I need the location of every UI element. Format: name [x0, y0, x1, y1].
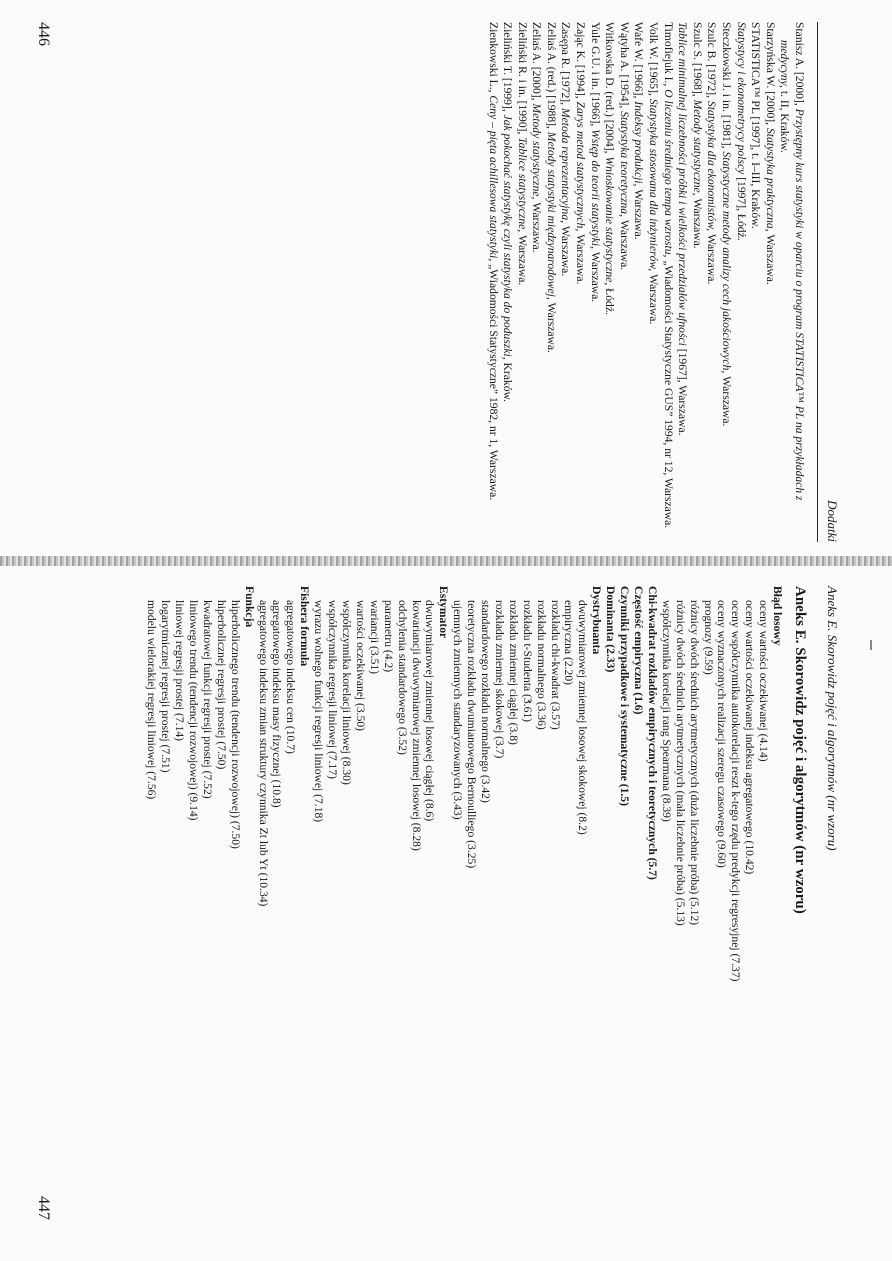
index-subterm: rozkładu zmiennej skokowej (3.7) — [492, 600, 506, 759]
reference-title: Metoda reprezentacyjna, — [559, 107, 573, 226]
book-gutter — [0, 556, 892, 566]
index-subterm: współczynnika korelacji liniowej (8.30) — [340, 600, 353, 785]
index-subterm: dwuwymiarowej zmiennej losowej skokowej (8.2) — [576, 600, 590, 835]
reference-title: Wnioskowanie statystyczne, — [603, 156, 617, 289]
index-term: Estymator — [437, 586, 451, 639]
bibliography — [485, 22, 806, 542]
reference-author: STATISTICA™ PL — [749, 22, 763, 117]
index-subterm: standardowego rozkładu normalnego (3.42) — [479, 600, 493, 803]
index-subterm: kwadratowej funkcji regresji prostej (7.52) — [200, 600, 214, 799]
reference-author: Szulc B. [1972], — [705, 22, 719, 101]
index-term: Fishera formuła — [298, 586, 312, 667]
reference-title: Tablice statystyczne, — [515, 137, 529, 236]
reference-rest: Warszawa. — [588, 251, 602, 303]
reference-title: Ceny – pięta achillesowa statystyki, — [486, 95, 500, 265]
reference-rest: Warszawa. — [530, 202, 544, 253]
index-subterm: agregatowego indeksu zmian struktury czynnika Zt lub Yt (10.34) — [256, 600, 270, 907]
reference-rest: Warszawa. — [690, 198, 704, 249]
reference-author: Stanisz A. [2000], — [793, 22, 806, 109]
reference-rest: „Wiadomości Statystyczne” 1982, nr 1, Warszawa. — [486, 264, 500, 501]
index-heading: Aneks E. Skorowidz pojęć i algorytmów (nr wzoru) — [792, 586, 808, 914]
reference-entry — [514, 22, 529, 542]
reference-rest: Warszawa. — [720, 376, 734, 427]
reference-title: Tablice minimalnej liczebności próbki i wielkości przedziałów ufności — [676, 22, 690, 349]
reference-rest: Warszawa. — [574, 234, 588, 285]
reference-entry — [718, 22, 733, 542]
reference-entry — [529, 22, 544, 542]
reference-rest: Warszawa. — [515, 235, 529, 286]
index-subterm: agregatowego indeksu cen (10.7) — [284, 600, 298, 754]
running-header — [818, 586, 842, 1246]
reference-rest: [1997], Łódź. — [734, 177, 748, 241]
reference-entry — [748, 22, 763, 542]
reference-title: Przystępny kurs statystyki w oparciu o program STATISTICA™ PL na przykładach z medycyny, — [778, 40, 806, 501]
header-rule — [817, 22, 818, 542]
index-subterm: liniowego trendu (tendencji rozwojowej) (9.14) — [187, 600, 201, 821]
index-subterm: hiperbolicznej regresji prostej (7.50) — [214, 600, 228, 770]
reference-entry — [777, 22, 806, 542]
reference-title: Statystyczne metody analizy cech jakościowych, — [720, 151, 734, 377]
reference-author: Wafe W. [1966], — [632, 22, 646, 102]
reference-author: Zasępa R. [1972], — [559, 22, 573, 108]
index-subterm: liniowej regresji prostej (7.14) — [173, 600, 187, 742]
reference-entry — [616, 22, 631, 542]
index-term: Czynniki przypadkowe i systematyczne (1.5) — [618, 586, 632, 806]
index-subterm: wariancji (3.51) — [367, 600, 381, 675]
index-subterm: wyrazu wolnego funkcji regresji liniowej (7.18) — [312, 600, 326, 823]
reference-author: Zeliaś A. (red.) [1988], — [544, 22, 558, 132]
reference-rest: Warszawa. — [763, 234, 777, 285]
index-subterm: teoretyczna rozkładu dwumianowego Bernoulliego (3.25) — [465, 600, 479, 869]
index-subterm: wartości oczekiwanej (3.50) — [353, 600, 367, 732]
reference-entry — [573, 22, 588, 542]
reference-author: Zieliński R. i in. [1990], — [515, 22, 529, 138]
running-title: Aneks E. Skorowidz pojęć i algorytmów (nr wzoru) — [825, 586, 840, 851]
index-subterm: hiperbolicznego trendu (tendencji rozwojowej) (7.50) — [228, 600, 242, 849]
index-subterm: rozkładu chi-kwadrat (3.57) — [548, 600, 562, 730]
reference-author: Yule G.U. i in. [1966], — [588, 22, 602, 130]
reference-rest: Warszawa. — [647, 274, 661, 325]
reference-rest: „Wiadomości Statystyczne GUS” 1994, nr 12, Warszawa. — [661, 260, 675, 529]
index-term: Chi-kwadrat rozkładów empirycznych i teoretycznych (5.7) — [645, 586, 659, 880]
reference-rest: t. II, Kraków. — [778, 90, 792, 153]
reference-author: Steczkowski J. i in. [1981], — [720, 22, 734, 152]
reference-entry — [660, 22, 675, 542]
reference-rest: Warszawa. — [544, 302, 558, 353]
index-subterm: logarytmicznej regresji prostej (7.51) — [159, 600, 173, 773]
reference-entry — [704, 22, 719, 542]
index-subterm: rozkładu normalnego (3.36) — [534, 600, 548, 730]
reference-rest: Warszawa. — [705, 234, 719, 285]
reference-author: Timofiejuk I., — [661, 22, 675, 90]
reference-author: Volk W. [1965], — [647, 22, 661, 99]
reference-entry — [689, 22, 704, 542]
reference-entry — [500, 22, 515, 542]
reference-title: Jak pokochać statystykę czyli statystyka do poduszki, — [501, 114, 515, 363]
index-subterm: oceny współczynnika autokorelacji reszt k-tego rzędu predykcji regresyjnej (7.37) — [729, 600, 743, 982]
reference-entry — [602, 22, 617, 542]
index-subterm: prognozy (9.59) — [701, 600, 715, 675]
running-title: Dodatki — [825, 500, 840, 542]
reference-rest: [1967], Warszawa. — [676, 348, 690, 436]
reference-title: Metody statystyczne, — [690, 99, 704, 199]
index-subterm: oceny wartości oczekiwanej (4.14) — [757, 600, 771, 762]
reference-entry — [733, 22, 748, 542]
index-subterm: różnicy dwóch średnich arytmetycznych (duża liczebnie próba) (5.12) — [687, 600, 701, 926]
reference-entry — [558, 22, 573, 542]
right-page — [22, 586, 842, 1246]
index-subterm: odchylenia standardowego (3.52) — [395, 600, 409, 755]
index-subterm: oceny wartości oczekiwanej indeksu agregatowego (10.42) — [743, 600, 757, 875]
reference-title: Statystyka dla ekonomistów, — [705, 100, 719, 234]
reference-entry — [587, 22, 602, 542]
index-subterm: różnicy dwóch średnich arytmetycznych (mała liczebnie próba) (5.13) — [673, 600, 687, 926]
reference-author: Wątyha A. [1954], — [617, 22, 631, 112]
index-term: Błąd losowy — [771, 586, 785, 646]
reference-author: Zieliński T. [1999], — [501, 22, 515, 115]
reference-title: Zarys metod statystycznych, — [574, 101, 588, 235]
reference-title: Metody statystyki międzynarodowej, — [544, 131, 558, 303]
reference-entry — [631, 22, 646, 542]
index-subterm: empiryczna (2.20) — [562, 600, 576, 685]
index-subterm: modelu wielorakiej regresji liniowej (7.56) — [145, 600, 159, 800]
reference-entry — [762, 22, 777, 542]
reference-title: Metody statystyczne, — [530, 103, 544, 203]
reference-author: Starzyńska W. [2000], — [763, 22, 777, 128]
reference-rest: Kraków. — [501, 362, 515, 403]
index-term: Funkcja — [242, 586, 256, 628]
index-subterm: rozkładu zmiennej ciągłej (3.8) — [506, 600, 520, 745]
reference-title: Indeksy produkcji, — [632, 101, 646, 190]
reference-title: Statystycy i ekonometrycy polscy — [734, 22, 748, 178]
reference-title: O liczeniu średniego tempa wzrostu, — [661, 89, 675, 261]
index-subterm: ujemnych zmiennych standaryzowanych (3.43) — [451, 600, 465, 820]
reference-title: Statystyka praktyczna, — [763, 127, 777, 235]
reference-title: Wstęp do teorii statystyki, — [588, 129, 602, 252]
reference-author: Zeliaś A. [2000], — [530, 22, 544, 104]
reference-rest: [1997], t. I–III, Kraków. — [749, 116, 763, 229]
reference-entry — [543, 22, 558, 542]
reference-entry — [645, 22, 660, 542]
reference-rest: Warszawa. — [617, 219, 631, 271]
index-term: Częstość empiryczna (1.6) — [632, 586, 646, 715]
reference-title: Statystyka teoretyczna, — [617, 111, 631, 220]
reference-rest: Warszawa. — [632, 189, 646, 240]
index-subterm: parametru (4.2) — [381, 600, 395, 673]
reference-author: Witkowska D. (red.) [2004], — [603, 22, 617, 157]
left-page — [22, 22, 842, 542]
reference-author: Szulc S. [1968], — [690, 22, 704, 100]
reference-author: Zając K. [1994], — [574, 22, 588, 102]
index-subterm: współczynnika regresji liniowej (7.17) — [326, 600, 340, 780]
index-subterm: współczynnika korelacji rang Spearmana (8.39) — [659, 600, 673, 822]
scan-speck — [870, 640, 872, 650]
reference-title: Statystyka stosowana dla inżynierów, — [647, 98, 661, 275]
page-number: 446 — [35, 22, 52, 46]
index-term: Dystrybuanta — [590, 586, 604, 655]
reference-entry — [675, 22, 690, 542]
reference-rest: Łódź. — [603, 288, 617, 315]
running-header — [818, 22, 842, 542]
index-subterm: kowariancji dwuwymiarowej zmiennej losowej (8.28) — [409, 600, 423, 851]
index-term: Dominanta (2.33) — [604, 586, 618, 673]
index-subterm: agregatowego indeksu masy fizycznej (10.8) — [270, 600, 284, 808]
index-entries — [144, 586, 784, 1246]
page-number: 447 — [35, 1196, 52, 1220]
reference-rest: Warszawa. — [559, 225, 573, 277]
index — [144, 586, 806, 1246]
index-subterm: rozkładu t-Studenta (3.61) — [520, 600, 534, 723]
index-subterm: oceny wyznaczonych realizacji szeregu czasowego (9.60) — [715, 600, 729, 868]
reference-entry — [485, 22, 500, 542]
reference-author: Zienkowski L., — [486, 22, 500, 96]
index-subterm: dwuwymiarowej zmiennej losowej ciągłej (8.6) — [423, 600, 437, 822]
